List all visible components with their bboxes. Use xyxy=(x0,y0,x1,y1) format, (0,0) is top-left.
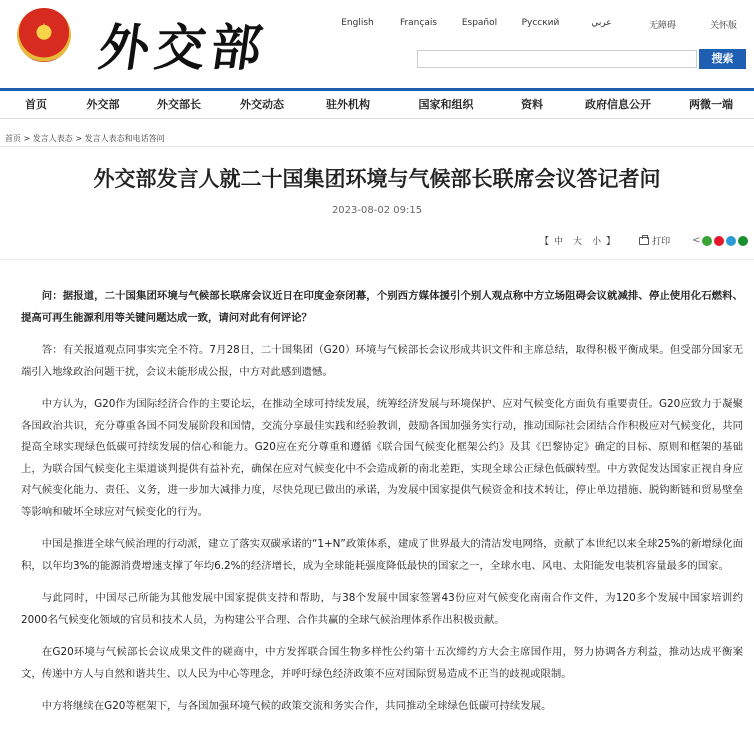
breadcrumb-home[interactable]: 首页 xyxy=(5,134,21,143)
nav-item-social[interactable]: 两微一端 xyxy=(689,98,733,111)
share-icon[interactable]: < xyxy=(692,235,701,246)
nav-item-home[interactable]: 首页 xyxy=(25,98,47,111)
divider xyxy=(0,146,754,147)
paragraph: 中方将继续在G20等框架下，与各国加强环境气候的政策交流和务实合作，共同推动全球绿色低碳可持续发展。 xyxy=(41,700,552,712)
paragraph: 与此同时，中国尽己所能为其他发展中国家提供支持和帮助，与38个发展中国家签署43份应对气候变化南南合作文件，为120多个发展中国家培训约2000名气候变化领域的官员和技术人员，为构建公平合理、合作共赢的全球气候治理体系作出积极贡献。 xyxy=(21,592,743,626)
accessibility-link[interactable]: 无障碍 xyxy=(648,21,676,31)
search-button[interactable]: 搜索 xyxy=(699,49,746,69)
lang-arabic-link[interactable]: عربي xyxy=(591,18,612,28)
article-title: 外交部发言人就二十国集团环境与气候部长联席会议答记者问 xyxy=(93,167,661,191)
print-label: 打印 xyxy=(652,237,671,247)
paragraph-question: 问：据报道，二十国集团环境与气候部长联席会议近日在印度金奈闭幕，个别西方媒体援引个别人观点称中方立场阻碍会议就减排、停止使用化石燃料、提高可再生能源利用等关键问题达成一致，请问对此有何评论？ xyxy=(21,290,743,324)
paragraph: 在G20环境与气候部长会议成果文件的磋商中，中方发挥联合国生物多样性公约第十五次缔约方大会主席国作用，努力协调各方利益，推动达成平衡案文，传递中方人与自然和谐共生、以人民为中心等理念，并呼吁绿色经济政策不应对国际贸易造成不正当的歧视或限制。 xyxy=(21,646,743,680)
moments-icon[interactable] xyxy=(738,236,748,246)
site-header xyxy=(0,0,754,88)
printer-icon xyxy=(639,237,649,245)
nav-item-missions[interactable]: 驻外机构 xyxy=(326,98,370,111)
nav-item-ministry[interactable]: 外交部 xyxy=(86,98,120,111)
font-size-medium-button[interactable]: 大 xyxy=(573,237,583,247)
paragraph: 中国是推进全球气候治理的行动派，建立了落实双碳承诺的“1+N”政策体系，建成了世界最大的清洁发电网络，贡献了本世纪以来全球25%的新增绿化面积，以年均3%的能源消费增速支撑了年均6.2%的经济增长，成为全球能耗强度降低最快的国家之一，全球水电、风电、太阳能发电装机容量最多的国家。 xyxy=(21,538,743,572)
font-size-bracket-open: 【 xyxy=(540,237,550,247)
nav-item-activities[interactable]: 外交动态 xyxy=(240,98,284,111)
elderly-care-link[interactable]: 关怀版 xyxy=(709,21,737,31)
nav-item-countries[interactable]: 国家和组织 xyxy=(418,98,474,111)
paragraph: 答：有关报道观点同事实完全不符。7月28日，二十国集团（G20）环境与气候部长会议形成共识文件和主席总结，取得积极平衡成果。但受部分国家无端引入地缘政治问题干扰，会议未能形成公报，中方对此感到遗憾。 xyxy=(21,344,743,378)
breadcrumb-separator: > xyxy=(23,134,31,143)
font-size-large-button[interactable]: 中 xyxy=(554,237,564,247)
article-tools xyxy=(540,234,748,247)
lang-spanish-link[interactable]: Español xyxy=(461,18,498,28)
paragraph: 中方认为，G20作为国际经济合作的主要论坛，在推动全球可持续发展，统筹经济发展与环境保护、应对气候变化方面负有重要责任。G20应致力于凝聚各国政治共识，充分尊重各国不同发展阶段和国情，交流分享最佳实践和经验教训，鼓励各国加强务实行动，推动国际社会团结合作积极应对气候变化，共同提高全球实现绿色低碳可持续发展的信心和能力。G20应在充分尊重和遵循《联合国气候变化框架公约》及其《巴黎协定》确定的目标、原则和框架的基础上，为联合国气候变化主渠道谈判提供有益补充，确保在应对气候变化中不会造成新的南北差距，实现全球公正绿色低碳转型。中方敦促发达国家正视自身应对气候变化能力、责任、义务，进一步加大减排力度，尽快兑现已做出的承诺，为发展中国家提供气候资金和技术转让，停止单边措施、脱钩断链和贸易壁垒等影响和破坏全球应对气候变化的行为。 xyxy=(21,398,743,518)
national-emblem-icon: ★ xyxy=(17,8,71,62)
site-logo[interactable]: 外交部 xyxy=(95,18,272,77)
lang-french-link[interactable]: Français xyxy=(399,18,438,28)
nav-item-resources[interactable]: 资料 xyxy=(521,98,543,111)
print-button[interactable] xyxy=(639,234,670,247)
language-switcher xyxy=(327,18,754,31)
search-input[interactable] xyxy=(417,50,697,68)
article-body xyxy=(21,286,743,729)
lang-russian-link[interactable]: Русский xyxy=(521,18,560,28)
weibo-icon[interactable] xyxy=(714,236,724,246)
font-size-small-button[interactable]: 小 xyxy=(592,237,602,247)
breadcrumb xyxy=(5,133,165,144)
nav-item-minister[interactable]: 外交部长 xyxy=(157,98,201,111)
main-nav xyxy=(0,88,754,119)
share-buttons xyxy=(692,235,748,246)
article-date: 2023-08-02 09:15 xyxy=(331,205,423,216)
breadcrumb-separator: > xyxy=(75,134,83,143)
lang-english-link[interactable]: English xyxy=(341,18,374,28)
divider xyxy=(0,259,754,260)
qzone-icon[interactable] xyxy=(726,236,736,246)
breadcrumb-level2[interactable]: 发言人表态和电话答问 xyxy=(84,134,165,143)
nav-item-gov-info[interactable]: 政府信息公开 xyxy=(585,98,651,111)
font-size-bracket-close: 】 xyxy=(606,237,616,247)
wechat-icon[interactable] xyxy=(702,236,712,246)
breadcrumb-level1[interactable]: 发言人表态 xyxy=(32,134,73,143)
